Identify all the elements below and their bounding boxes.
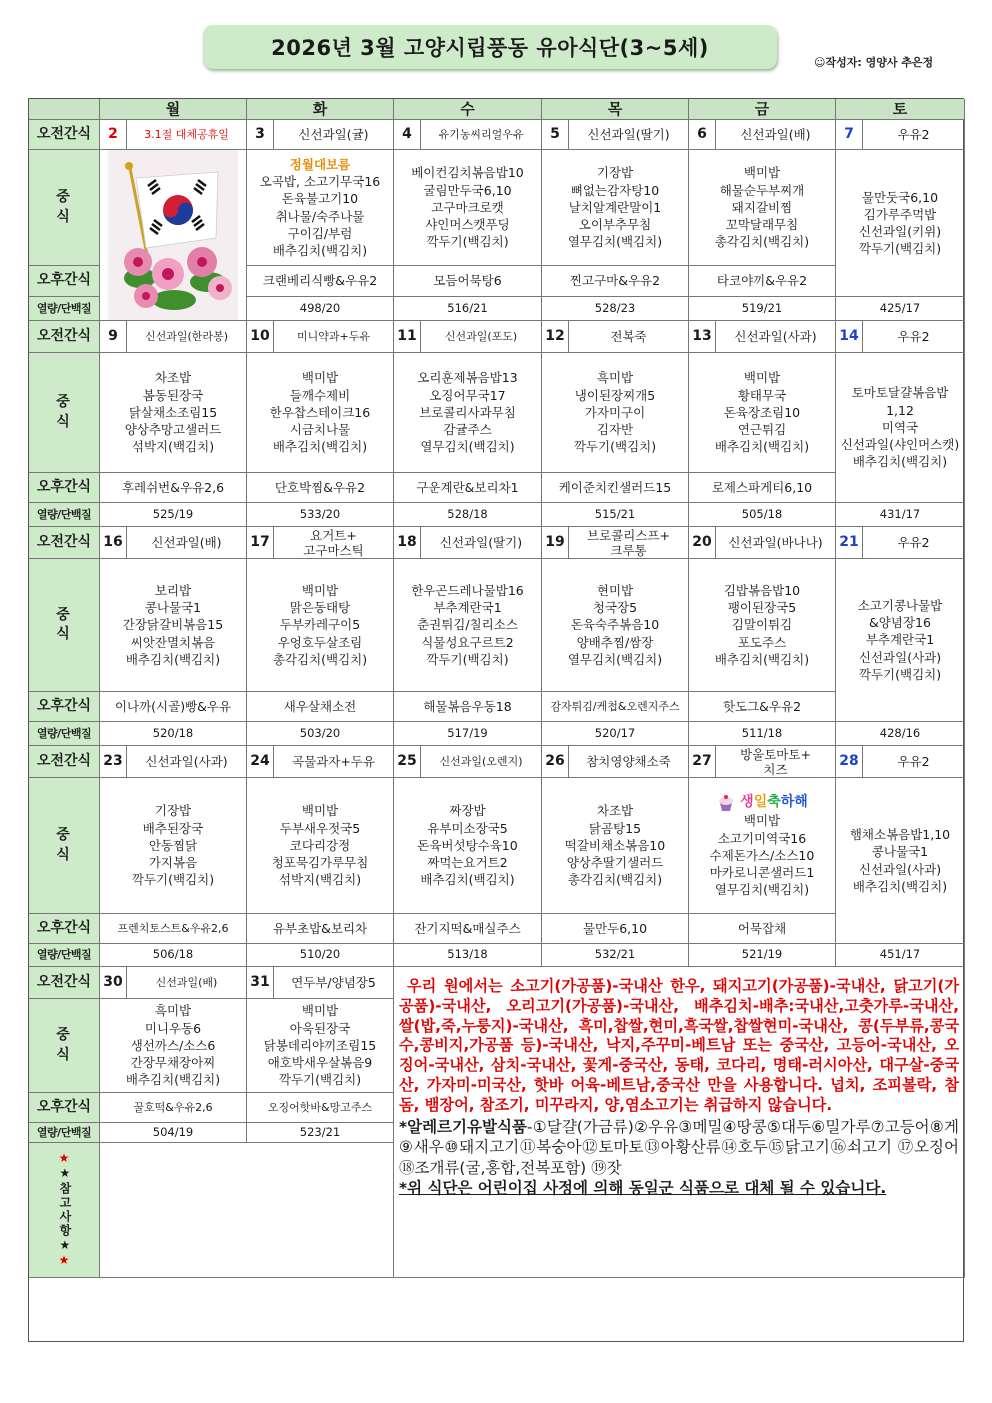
label-kcal: 열량/단백질 (29, 503, 100, 527)
label-am-snack: 오전간식 (29, 120, 100, 150)
lunch-menu: 기장밥 배추된장국 안동찜닭 가지볶음 깍두기(백김치) (100, 778, 247, 914)
label-pm-snack: 오후간식 (29, 473, 100, 503)
pm-snack: 단호박찜&우유2 (247, 473, 394, 503)
lunch-menu: 베이컨김치볶음밥10 굴림만두국6,10 고구마크로캣 샤인머스캣푸딩 깍두기(백김치) (394, 150, 542, 266)
am-snack-cell (542, 746, 689, 778)
substitution-notice: *위 식단은 어린이집 사정에 의해 동일군 식품으로 대체 될 수 있습니다. (399, 1178, 887, 1197)
lunch-menu (247, 150, 394, 266)
kcal-value: 425/17 (836, 297, 965, 321)
date: 20 (689, 527, 716, 558)
am-snack: 참치영양채소죽 (586, 754, 671, 769)
kcal-value: 510/20 (247, 944, 394, 967)
date: 27 (689, 746, 716, 777)
am-snack-cell (394, 321, 542, 353)
date: 13 (689, 321, 716, 352)
am-snack-cell (836, 120, 965, 150)
lunch-menu: 백미밥 아욱된장국 닭봉데리야끼조림15 애호박새우살볶음9 깍두기(백김치) (247, 999, 394, 1093)
pm-snack: 로제스파게티6,10 (689, 473, 836, 503)
kcal-value: 505/18 (689, 503, 836, 527)
day-header-wed: 수 (394, 99, 542, 120)
date: 18 (394, 527, 421, 558)
am-snack-cell (689, 746, 836, 778)
label-pm-snack: 오후간식 (29, 266, 100, 297)
lunch-menu: 짜장밥 유부미소장국5 돈육버섯탕수육10 짜먹는요거트2 배추김치(백김치) (394, 778, 542, 914)
kcal-value: 520/17 (542, 722, 689, 746)
lunch-menu: 차조밥 봄동된장국 닭살채소조림15 양상추망고샐러드 섞박지(백김치) (100, 353, 247, 473)
kcal-value: 521/19 (689, 944, 836, 967)
lunch-menu: 흑미밥 냉이된장찌개5 가자미구이 김자반 깍두기(백김치) (542, 353, 689, 473)
label-lunch: 중 식 (29, 999, 100, 1093)
lunch-menu: 토마토달걀볶음밥 1,12 미역국 신선과일(샤인머스캣) 배추김치(백김치) (836, 353, 965, 503)
pm-snack: 모듬어묵탕6 (394, 266, 542, 297)
date: 25 (394, 746, 421, 777)
label-am-snack: 오전간식 (29, 967, 100, 999)
pm-snack: 후레쉬번&우유2,6 (100, 473, 247, 503)
am-snack-cell (394, 746, 542, 778)
notice-panel (394, 967, 965, 1278)
birthday-text: 생일축하해 (740, 793, 808, 810)
lunch-menu: 백미밥 해물순두부찌개 돼지갈비찜 꼬막달래무침 총각김치(백김치) (689, 150, 836, 266)
am-snack: 신선과일(바나나) (728, 535, 823, 550)
lunch-menu: 물만둣국6,10 김가루주먹밥 신선과일(키위) 깍두기(백김치) (836, 150, 965, 297)
date: 21 (836, 527, 863, 558)
am-snack: 신선과일(오렌지) (439, 754, 523, 768)
am-snack-cell (394, 527, 542, 559)
am-snack: 우유2 (897, 535, 930, 550)
kcal-value: 523/21 (247, 1123, 394, 1143)
lunch-menu: 김밥볶음밥10 팽이된장국5 김말이튀김 포도주스 배추김치(백김치) (689, 559, 836, 692)
am-snack: 신선과일(배) (151, 535, 222, 550)
pm-snack: 구운계란&보리차1 (394, 473, 542, 503)
lunch-menu: 백미밥 맑은동태탕 두부카레구이5 우엉호두살조림 총각김치(백김치) (247, 559, 394, 692)
am-snack-cell (247, 746, 394, 778)
lunch-menu: 햄채소볶음밥1,10 콩나물국1 신선과일(사과) 배추김치(백김치) (836, 778, 965, 944)
label-am-snack: 오전간식 (29, 746, 100, 778)
kcal-value: 525/19 (100, 503, 247, 527)
am-snack: 신선과일(배) (155, 975, 218, 989)
label-pm-snack: 오후간식 (29, 914, 100, 944)
date: 28 (836, 746, 863, 777)
lunch-menu: 현미밥 청국장5 돈육숙주볶음10 양배추찜/쌈장 열무김치(백김치) (542, 559, 689, 692)
cupcake-icon (716, 792, 736, 812)
label-kcal: 열량/단백질 (29, 1123, 100, 1143)
am-snack: 유기농씨리얼우유 (438, 127, 524, 141)
pm-snack: 프렌치토스트&우유2,6 (100, 914, 247, 944)
kcal-value: 428/16 (836, 722, 965, 746)
pm-snack: 해물볶음우동18 (394, 692, 542, 722)
am-snack-cell (100, 746, 247, 778)
kcal-value: 498/20 (247, 297, 394, 321)
pm-snack: 타코야끼&우유2 (689, 266, 836, 297)
kcal-value: 528/23 (542, 297, 689, 321)
day-header-mon: 월 (100, 99, 247, 120)
lunch-menu: 소고기콩나물밥 &양념장16 부추계란국1 신선과일(사과) 깍두기(백김치) (836, 559, 965, 722)
date: 31 (247, 967, 274, 998)
pm-snack: 어묵잡채 (689, 914, 836, 944)
kcal-value: 504/19 (100, 1123, 247, 1143)
pm-snack: 유부초밥&보리차 (247, 914, 394, 944)
label-kcal: 열량/단백질 (29, 944, 100, 967)
pm-snack: 잔기지떡&매실주스 (394, 914, 542, 944)
kcal-value: 513/18 (394, 944, 542, 967)
am-snack: 신선과일(한라봉) (145, 329, 228, 343)
am-snack-cell (542, 321, 689, 353)
am-snack-cell (247, 967, 394, 999)
date: 11 (394, 321, 421, 352)
date: 6 (689, 120, 716, 149)
am-snack: 신선과일(딸기) (587, 127, 670, 142)
am-snack: 신선과일(배) (740, 127, 811, 142)
am-snack-cell (247, 120, 394, 150)
date: 5 (542, 120, 569, 149)
holiday-name: 정월대보름 (289, 156, 351, 172)
am-snack: 3.1절 대체공휴일 (144, 127, 229, 141)
kcal-value: 511/18 (689, 722, 836, 746)
kcal-value: 515/21 (542, 503, 689, 527)
kcal-value: 533/20 (247, 503, 394, 527)
date: 30 (100, 967, 127, 998)
kcal-value: 528/18 (394, 503, 542, 527)
am-snack: 방울토마토+ 치즈 (740, 746, 811, 777)
pm-snack: 감자튀김/케첩&오렌지주스 (542, 692, 689, 722)
origin-notice: 우리 원에서는 소고기(가공품)-국내산 한우, 돼지고기(가공품)-국내산, 닭고기(가공품)-국내산, 오리고기(가공품)-국내산, 배추김치-배추:국내산,고춧가루-국내산, 쌀(밥,죽,누룽지)-국내산, 흑미,찹쌀,현미,흑국쌀,찹쌀현미-국내산, 콩(두부류,콩국수,콩비지,가공품 등)-국내산, 낙지,주꾸미-베트남 또는 중국산, 고등어-국내산, 오징어-국내산, 삼치-국내산, 꽃게-중국산, 동태, 코다리, 명태-러시아산, 대구살-중국산, 가자미-미국산, 핫바 어육-베트남,중국산 만을 사용합니다. 넙치, 조피볼락, 참돔, 뱀장어, 참조기, 미꾸라지, 양,염소고기는 취급하지 않습니다. (399, 977, 959, 1114)
pm-snack: 이나까(시골)빵&우유 (100, 692, 247, 722)
lunch-menu: 기장밥 뼈없는감자탕10 날치알계란말이1 오이부추무침 열무김치(백김치) (542, 150, 689, 266)
am-snack-cell (247, 527, 394, 559)
label-lunch: 중 식 (29, 778, 100, 914)
kcal-value: 451/17 (836, 944, 965, 967)
label-lunch: 중 식 (29, 559, 100, 692)
am-snack-cell (836, 746, 965, 778)
pm-snack: 새우살채소전 (247, 692, 394, 722)
am-snack: 신선과일(사과) (145, 754, 228, 769)
day-header-thu: 목 (542, 99, 689, 120)
kcal-value: 517/19 (394, 722, 542, 746)
date: 17 (247, 527, 274, 558)
lunch-menu: 백미밥 들깨수제비 한우찹스테이크16 시금치나물 배추김치(백김치) (247, 353, 394, 473)
am-snack-cell (100, 527, 247, 559)
date: 2 (100, 120, 127, 149)
lunch-menu: 흑미밥 미니우동6 생선까스/소스6 간장무채장아찌 배추김치(백김치) (100, 999, 247, 1093)
am-snack-cell (689, 527, 836, 559)
am-snack: 미니약과+두유 (297, 329, 370, 343)
am-snack-cell (689, 321, 836, 353)
pm-snack: 찐고구마&우유2 (542, 266, 689, 297)
date: 3 (247, 120, 274, 149)
am-snack-cell (100, 120, 247, 150)
kcal-value: 532/21 (542, 944, 689, 967)
date: 4 (394, 120, 421, 149)
date: 7 (836, 120, 863, 149)
am-snack: 신선과일(귤) (298, 127, 369, 142)
kcal-value: 516/21 (394, 297, 542, 321)
pm-snack: 케이준치킨샐러드15 (542, 473, 689, 503)
birthday-banner (716, 792, 808, 812)
date: 9 (100, 321, 127, 352)
am-snack: 전복죽 (610, 329, 647, 344)
pm-snack: 꿀호떡&우유2,6 (100, 1093, 247, 1123)
notes-label (29, 1143, 100, 1278)
date: 19 (542, 527, 569, 558)
holiday-flag-image (100, 150, 247, 321)
date: 12 (542, 321, 569, 352)
pm-snack: 오징어핫바&망고주스 (247, 1093, 394, 1123)
notes-label-text: ★참고사항★ (57, 1166, 72, 1254)
am-snack-cell (836, 527, 965, 559)
notes-blank (100, 1143, 394, 1278)
am-snack-cell (394, 120, 542, 150)
am-snack: 신선과일(딸기) (439, 535, 523, 550)
lunch-menu: 백미밥 황태무국 돈육장조림10 연근튀김 배추김치(백김치) (689, 353, 836, 473)
am-snack-cell (100, 967, 247, 999)
lunch-menu (689, 778, 836, 914)
korean-flag-icon (108, 150, 238, 320)
kcal-value: 503/20 (247, 722, 394, 746)
day-header-tue: 화 (247, 99, 394, 120)
lunch-menu: 보리밥 콩나물국1 간장닭갈비볶음15 씨앗잔멸치볶음 배추김치(백김치) (100, 559, 247, 692)
author-label: ☺작성자: 영양사 추은정 (814, 56, 934, 69)
am-snack-cell (542, 527, 689, 559)
am-snack-cell (689, 120, 836, 150)
date: 10 (247, 321, 274, 352)
page-title: 2026년 3월 고양시립풍동 유아식단(3~5세) (203, 25, 777, 69)
day-header-fri: 금 (689, 99, 836, 120)
menu-table (28, 98, 964, 1342)
lunch-items: 백미밥 소고기미역국16 수제돈가스/소스10 마카로니콘샐러드1 열무김치(백김치) (709, 813, 815, 898)
am-snack-cell (247, 321, 394, 353)
kcal-value: 506/18 (100, 944, 247, 967)
pm-snack: 물만두6,10 (542, 914, 689, 944)
kcal-value: 520/18 (100, 722, 247, 746)
lunch-menu: 차조밥 닭곰탕15 떡갈비채소볶음10 양상추딸기샐러드 총각김치(백김치) (542, 778, 689, 914)
am-snack-cell (542, 120, 689, 150)
label-pm-snack: 오후간식 (29, 692, 100, 722)
label-lunch: 중 식 (29, 353, 100, 473)
date: 16 (100, 527, 127, 558)
lunch-menu: 백미밥 두부새우젓국5 코다리강정 청포묵김가루무침 섞박지(백김치) (247, 778, 394, 914)
label-lunch: 중 식 (29, 150, 100, 266)
kcal-value: 519/21 (689, 297, 836, 321)
corner-cell (29, 99, 100, 120)
kcal-value: 431/17 (836, 503, 965, 527)
label-kcal: 열량/단백질 (29, 722, 100, 746)
date: 24 (247, 746, 274, 777)
am-snack: 신선과일(사과) (734, 329, 817, 344)
pm-snack: 크랜베리식빵&우유2 (247, 266, 394, 297)
date: 26 (542, 746, 569, 777)
am-snack: 요거트+ 고구마스틱 (303, 527, 364, 558)
label-pm-snack: 오후간식 (29, 1093, 100, 1123)
label-am-snack: 오전간식 (29, 321, 100, 353)
am-snack: 연두부/양념장5 (291, 975, 376, 990)
am-snack: 브로콜리스프+ 크루통 (587, 527, 670, 558)
date: 14 (836, 321, 863, 352)
am-snack: 우유2 (897, 329, 930, 344)
star-icon: ★ (58, 1151, 70, 1166)
label-kcal: 열량/단백질 (29, 297, 100, 321)
am-snack: 신선과일(포도) (444, 329, 518, 343)
lunch-items: 오곡밥, 소고기무국16 돈육불고기10 취나물/숙주나물 구이김/부럼 배추김치(백김치) (259, 174, 381, 258)
am-snack: 곡물과자+두유 (292, 754, 375, 769)
am-snack-cell (100, 321, 247, 353)
am-snack: 우유2 (897, 127, 930, 142)
label-am-snack: 오전간식 (29, 527, 100, 559)
lunch-menu: 오리훈제볶음밥13 오징어무국17 브로콜리사과무침 감귤주스 열무김치(백김치) (394, 353, 542, 473)
star-icon: ★ (58, 1253, 70, 1267)
allergy-notice: *알레르기유발식품-①달걀(가금류)②우유③메밀④땅콩⑤대두⑥밀가루⑦고등어⑧게⑨새우⑩돼지고기⑪복숭아⑫토마토⑬아황산류⑭호두⑮닭고기⑯쇠고기 ⑰오징어⑱조개류(굴,홍합,전복포함) ⑲잣 (399, 1118, 959, 1177)
day-header-sat: 토 (836, 99, 965, 120)
lunch-menu: 한우곤드레나물밥16 부추계란국1 춘권튀김/칠리소스 식물성요구르트2 깍두기(백김치) (394, 559, 542, 692)
am-snack-cell (836, 321, 965, 353)
am-snack: 우유2 (897, 754, 930, 769)
date: 23 (100, 746, 127, 777)
pm-snack: 핫도그&우유2 (689, 692, 836, 722)
